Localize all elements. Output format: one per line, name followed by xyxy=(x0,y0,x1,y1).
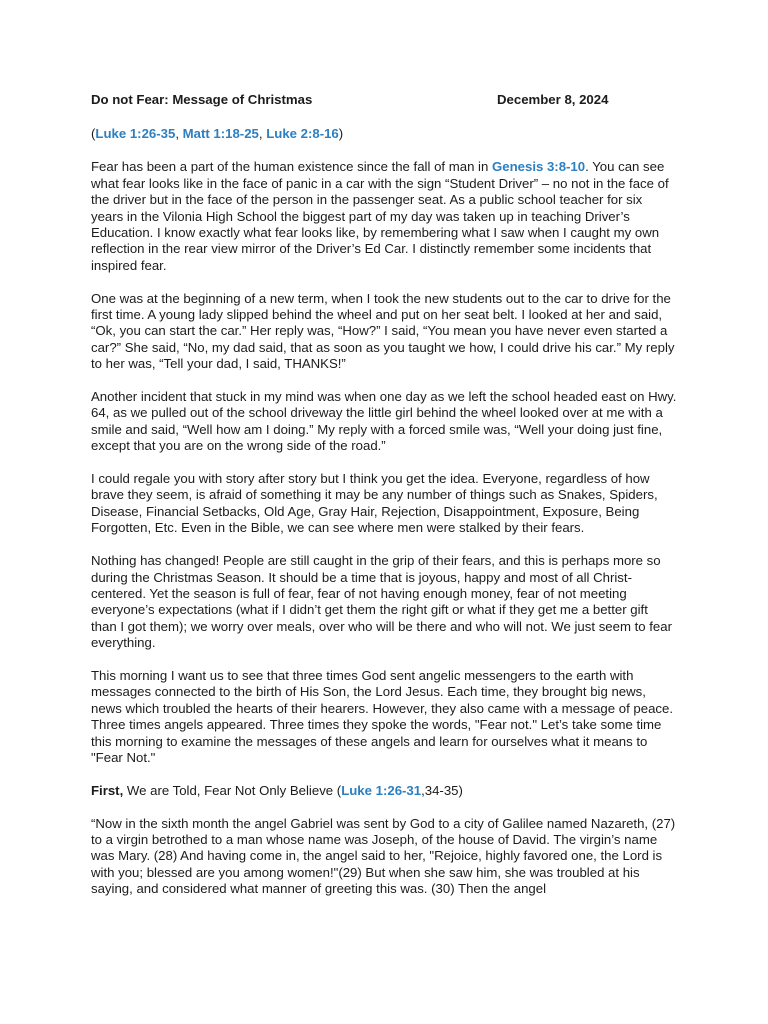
first-point-text: We are Told, Fear Not Only Believe ( xyxy=(123,782,342,798)
paragraph-1-text-start: Fear has been a part of the human existence since the fall of man in xyxy=(91,159,492,175)
document-header xyxy=(91,92,677,109)
scripture-references xyxy=(91,126,677,142)
first-point-lead: First, xyxy=(91,782,124,798)
paragraph-4: I could regale you with story after story but I think you get the idea. Everyone, regardless of how brave they seem, is afraid of something it may be any number of things such as Snakes, Spiders, Disease, Financial Setbacks, Old Age, Gray Hair, Rejection, Disappointment, Exposure, Being Forgotten, Etc. Even in the Bible, we can see where men were stalked by their fears. xyxy=(91,471,658,536)
paragraph-5: Nothing has changed! People are still caught in the grip of their fears, and this is perhaps more so during the Christmas Season. It should be a time that is joyous, happy and most of all Christ-centered. Yet the season is full of fear, fear of not having enough money, fear of not meeting everyone’s expectations (what if I didn’t get them the right gift or what if they get me a better gift than I got them); we worry over meals, over who will be there and who will not. We just seem to fear everything. xyxy=(91,553,672,651)
document-title: Do not Fear: Message of Christmas xyxy=(91,92,313,107)
paragraph-2: One was at the beginning of a new term, when I took the new students out to the car to drive for the first time. A young lady slipped behind the wheel and put on her seat belt. I looked at her and said, “Ok, you can start the car.” Her reply was, “How?” I said, “You mean you have never even started a car?” She said, “No, my dad said, that as soon as you taught we how, I could drive his car.” My reply to her was, “Tell your dad, I said, THANKS!” xyxy=(91,290,675,372)
document-date: December 8, 2024 xyxy=(497,92,609,107)
refs-open-paren: ( xyxy=(91,126,96,141)
first-point-after: ,34-35) xyxy=(421,782,463,798)
paragraph-8-scripture-quote: “Now in the sixth month the angel Gabriel was sent by God to a city of Galilee named Nazareth, (27) to a virgin betrothed to a man whose name was Joseph, of the house of David. The virgin’s name was Mary. (28) And having come in, the angel said to her, "Rejoice, highly favored one, the Lord is with you; blessed are you among women!"(29) But when she saw him, she was troubled at his saying, and considered what manner of greeting this was. (30) Then the angel xyxy=(91,815,676,897)
paragraph-1-text-end: . You can see what fear looks like in the face of panic in a car with the sign “Student Driver” – no not in the face of the driver but in the face of the person in the passenger seat. As a public school teacher for six years in the Vilonia High School the biggest part of my day was taken up in teaching Driver’s Education. I know exactly what fear looks like, by remembering what I saw when I caught my own reflection in the rear view mirror of the Driver’s Ed Car. I distinctly remember some incidents that inspired fear. xyxy=(91,159,669,273)
ref-link-luke-1[interactable]: Luke 1:26-35 xyxy=(95,126,176,141)
ref-link-matt-1[interactable]: Matt 1:18-25 xyxy=(182,126,259,141)
ref-link-genesis[interactable]: Genesis 3:8-10 xyxy=(492,159,586,175)
document-page xyxy=(91,92,677,914)
refs-separator: , xyxy=(258,126,267,141)
paragraph-6: This morning I want us to see that three times God sent angelic messengers to the earth with messages connected to the birth of His Son, the Lord Jesus. Each time, they brought big news, news which troubled the hearts of their hearers. However, they also came with a message of peace. Three times angels appeared. Three times they spoke the words, "Fear not." Let’s take some time this morning to examine the messages of these angels and learn for ourselves what it means to "Fear Not." xyxy=(91,667,674,765)
ref-link-luke-1-26-31[interactable]: Luke 1:26-31 xyxy=(341,782,422,798)
paragraph-1 xyxy=(91,159,677,274)
paragraph-7-first-point xyxy=(91,783,677,799)
paragraph-3: Another incident that stuck in my mind was when one day as we left the school headed east on Hwy. 64, as we pulled out of the school driveway the little girl behind the wheel looked over at me with a smile and said, “Well how am I doing.” My reply with a forced smile was, “Well your doing just fine, except that you are on the wrong side of the road.” xyxy=(91,389,677,454)
ref-link-luke-2[interactable]: Luke 2:8-16 xyxy=(266,126,339,141)
refs-close-paren: ) xyxy=(338,126,344,141)
refs-separator: , xyxy=(175,126,183,141)
